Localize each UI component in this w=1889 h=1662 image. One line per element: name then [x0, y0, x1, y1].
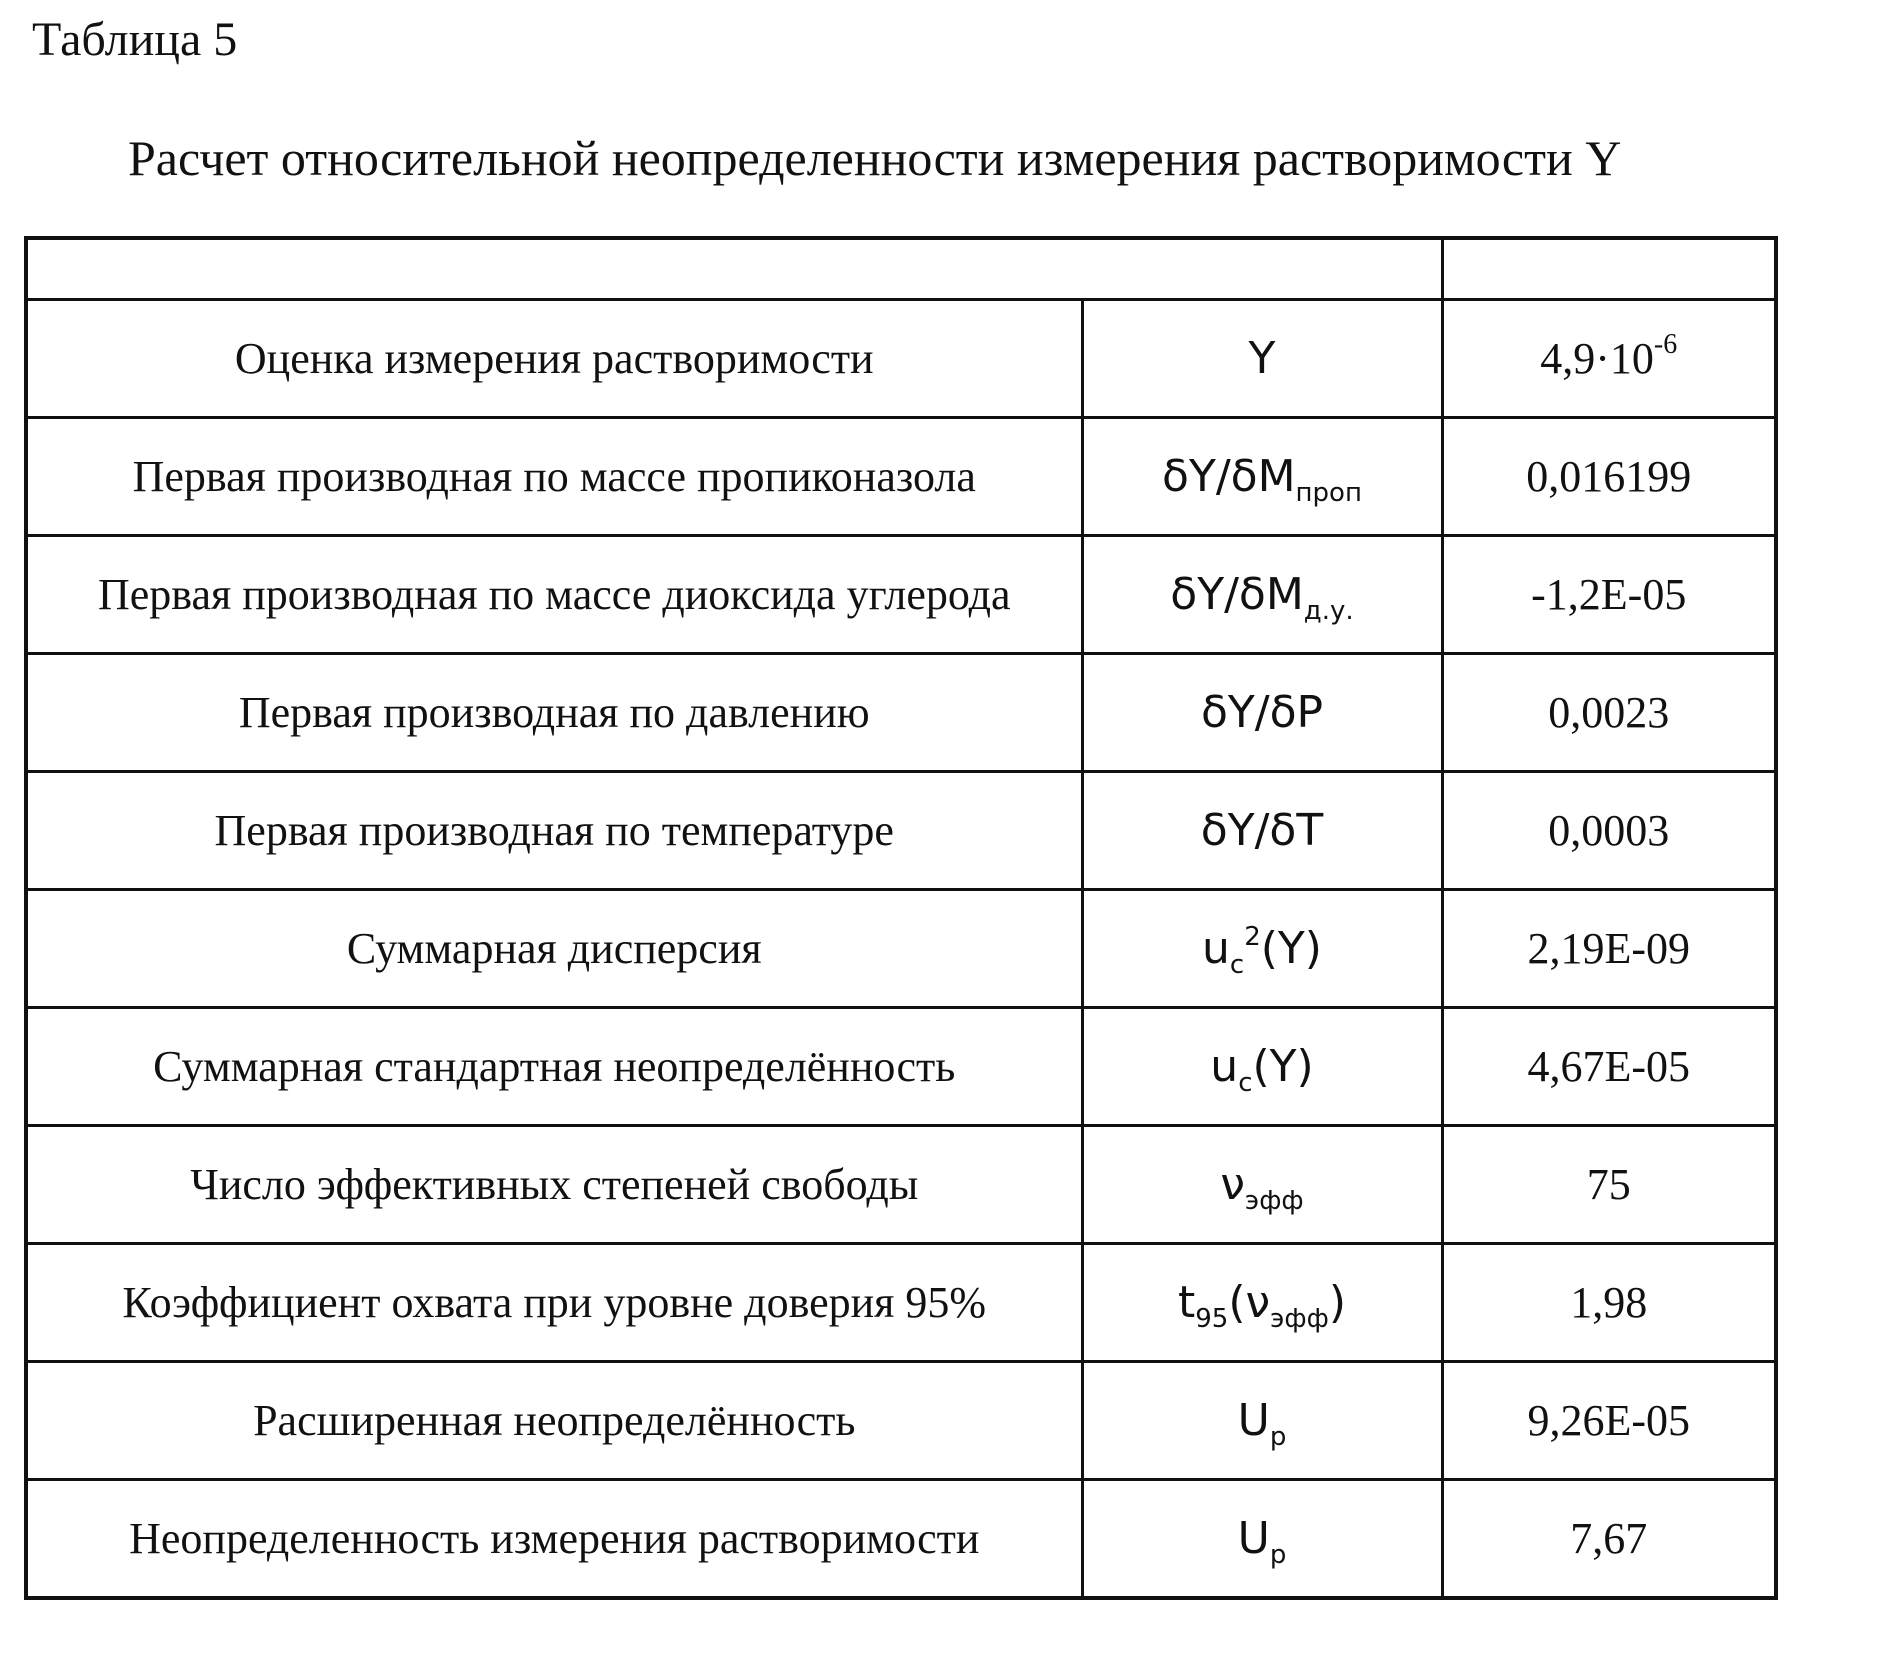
description-cell: [26, 1362, 1082, 1480]
symbol-main: u: [1210, 1040, 1239, 1092]
table-row: [26, 418, 1776, 536]
symbol-main: U: [1237, 1512, 1270, 1564]
symbol-subscript: д.у.: [1303, 595, 1354, 626]
symbol-main: Y: [1248, 332, 1276, 384]
description-cell: [26, 654, 1082, 772]
symbol-cell: [1082, 890, 1442, 1008]
table-row: [26, 1008, 1776, 1126]
symbol-cell: [1082, 654, 1442, 772]
table-row: [26, 1480, 1776, 1599]
symbol-subscript: p: [1269, 1421, 1287, 1452]
value-main: 2,19E-09: [1527, 923, 1691, 973]
value-cell: [1442, 890, 1776, 1008]
description-text: Число эффективных степеней свободы: [190, 1159, 919, 1209]
value-cell: [1442, 1008, 1776, 1126]
table-row: [26, 1126, 1776, 1244]
table-header-row: [26, 238, 1776, 300]
symbol-tail: (Y): [1252, 1040, 1314, 1092]
symbol-main: u: [1202, 922, 1230, 974]
description-cell: [26, 890, 1082, 1008]
description-text: Суммарная стандартная неопределённость: [153, 1041, 956, 1091]
value-main: 0,016199: [1526, 451, 1692, 501]
description-text: Неопределенность измерения растворимости: [129, 1513, 980, 1563]
symbol-subscript: c: [1229, 949, 1245, 980]
value-cell: [1442, 300, 1776, 418]
description-text: Коэффициент охвата при уровне доверия 95%: [122, 1277, 987, 1327]
description-cell: [26, 300, 1082, 418]
symbol-tail: (ν: [1228, 1276, 1271, 1328]
description-cell: [26, 1008, 1082, 1126]
table-row: [26, 536, 1776, 654]
table-row: [26, 1362, 1776, 1480]
table-row: [26, 890, 1776, 1008]
symbol-main: ν: [1220, 1158, 1245, 1210]
description-text: Расширенная неопределённость: [253, 1395, 856, 1445]
table-row: [26, 772, 1776, 890]
table-label: Таблица 5: [32, 13, 238, 66]
value-cell: [1442, 418, 1776, 536]
symbol-main: U: [1237, 1394, 1270, 1446]
value-cell: [1442, 772, 1776, 890]
symbol-subscript: c: [1238, 1067, 1253, 1098]
value-main: 4,67E-05: [1527, 1041, 1691, 1091]
value-superscript: -6: [1653, 328, 1678, 360]
symbol-cell: [1082, 1244, 1442, 1362]
value-main: 0,0003: [1548, 805, 1670, 855]
symbol-subscript: проп: [1295, 477, 1362, 508]
symbol-tail-2: ): [1328, 1276, 1346, 1328]
symbol-main: δY/δM: [1162, 450, 1296, 502]
value-cell: [1442, 1480, 1776, 1599]
description-text: Первая производная по температуре: [214, 805, 894, 855]
symbol-cell: [1082, 300, 1442, 418]
symbol-cell: [1082, 1008, 1442, 1126]
symbol-tail: (Y): [1260, 922, 1322, 974]
header-cell-merged: [26, 238, 1442, 300]
symbol-cell: [1082, 1362, 1442, 1480]
symbol-superscript: 2: [1244, 921, 1261, 952]
header-cell-value: [1442, 238, 1776, 300]
value-main: 0,0023: [1548, 687, 1670, 737]
value-cell: [1442, 1244, 1776, 1362]
value-main: 4,9·10: [1540, 333, 1654, 383]
symbol-main: δY/δM: [1170, 568, 1304, 620]
description-text: Первая производная по массе пропиконазола: [132, 451, 976, 501]
description-cell: [26, 1480, 1082, 1599]
value-cell: [1442, 536, 1776, 654]
symbol-main: δY/δP: [1200, 686, 1324, 738]
symbol-subscript: 95: [1195, 1303, 1229, 1334]
value-cell: [1442, 1362, 1776, 1480]
value-main: 7,67: [1570, 1513, 1648, 1563]
symbol-cell: [1082, 1126, 1442, 1244]
symbol-main: δY/δT: [1200, 804, 1324, 856]
description-text: Суммарная дисперсия: [346, 923, 762, 973]
value-cell: [1442, 654, 1776, 772]
symbol-cell: [1082, 418, 1442, 536]
description-text: Первая производная по давлению: [238, 687, 870, 737]
value-main: 9,26E-05: [1527, 1395, 1691, 1445]
symbol-cell: [1082, 772, 1442, 890]
table-row: [26, 300, 1776, 418]
table-row: [26, 654, 1776, 772]
uncertainty-table: [24, 236, 1778, 1600]
symbol-subscript: p: [1269, 1539, 1287, 1570]
description-cell: [26, 1126, 1082, 1244]
table-row: [26, 1244, 1776, 1362]
description-text: Первая производная по массе диоксида углерода: [97, 569, 1011, 619]
description-cell: [26, 1244, 1082, 1362]
description-text: Оценка измерения растворимости: [234, 333, 874, 383]
symbol-cell: [1082, 1480, 1442, 1599]
symbol-subscript: эфф: [1244, 1185, 1304, 1216]
symbol-cell: [1082, 536, 1442, 654]
document-title: Расчет относительной неопределенности измерения растворимости Y: [128, 130, 1622, 186]
symbol-subscript-2: эфф: [1270, 1303, 1329, 1334]
symbol-main: t: [1177, 1276, 1196, 1328]
description-cell: [26, 772, 1082, 890]
description-cell: [26, 418, 1082, 536]
value-cell: [1442, 1126, 1776, 1244]
value-main: 75: [1586, 1159, 1631, 1209]
value-main: 1,98: [1570, 1277, 1648, 1327]
value-main: -1,2E-05: [1531, 569, 1687, 619]
description-cell: [26, 536, 1082, 654]
